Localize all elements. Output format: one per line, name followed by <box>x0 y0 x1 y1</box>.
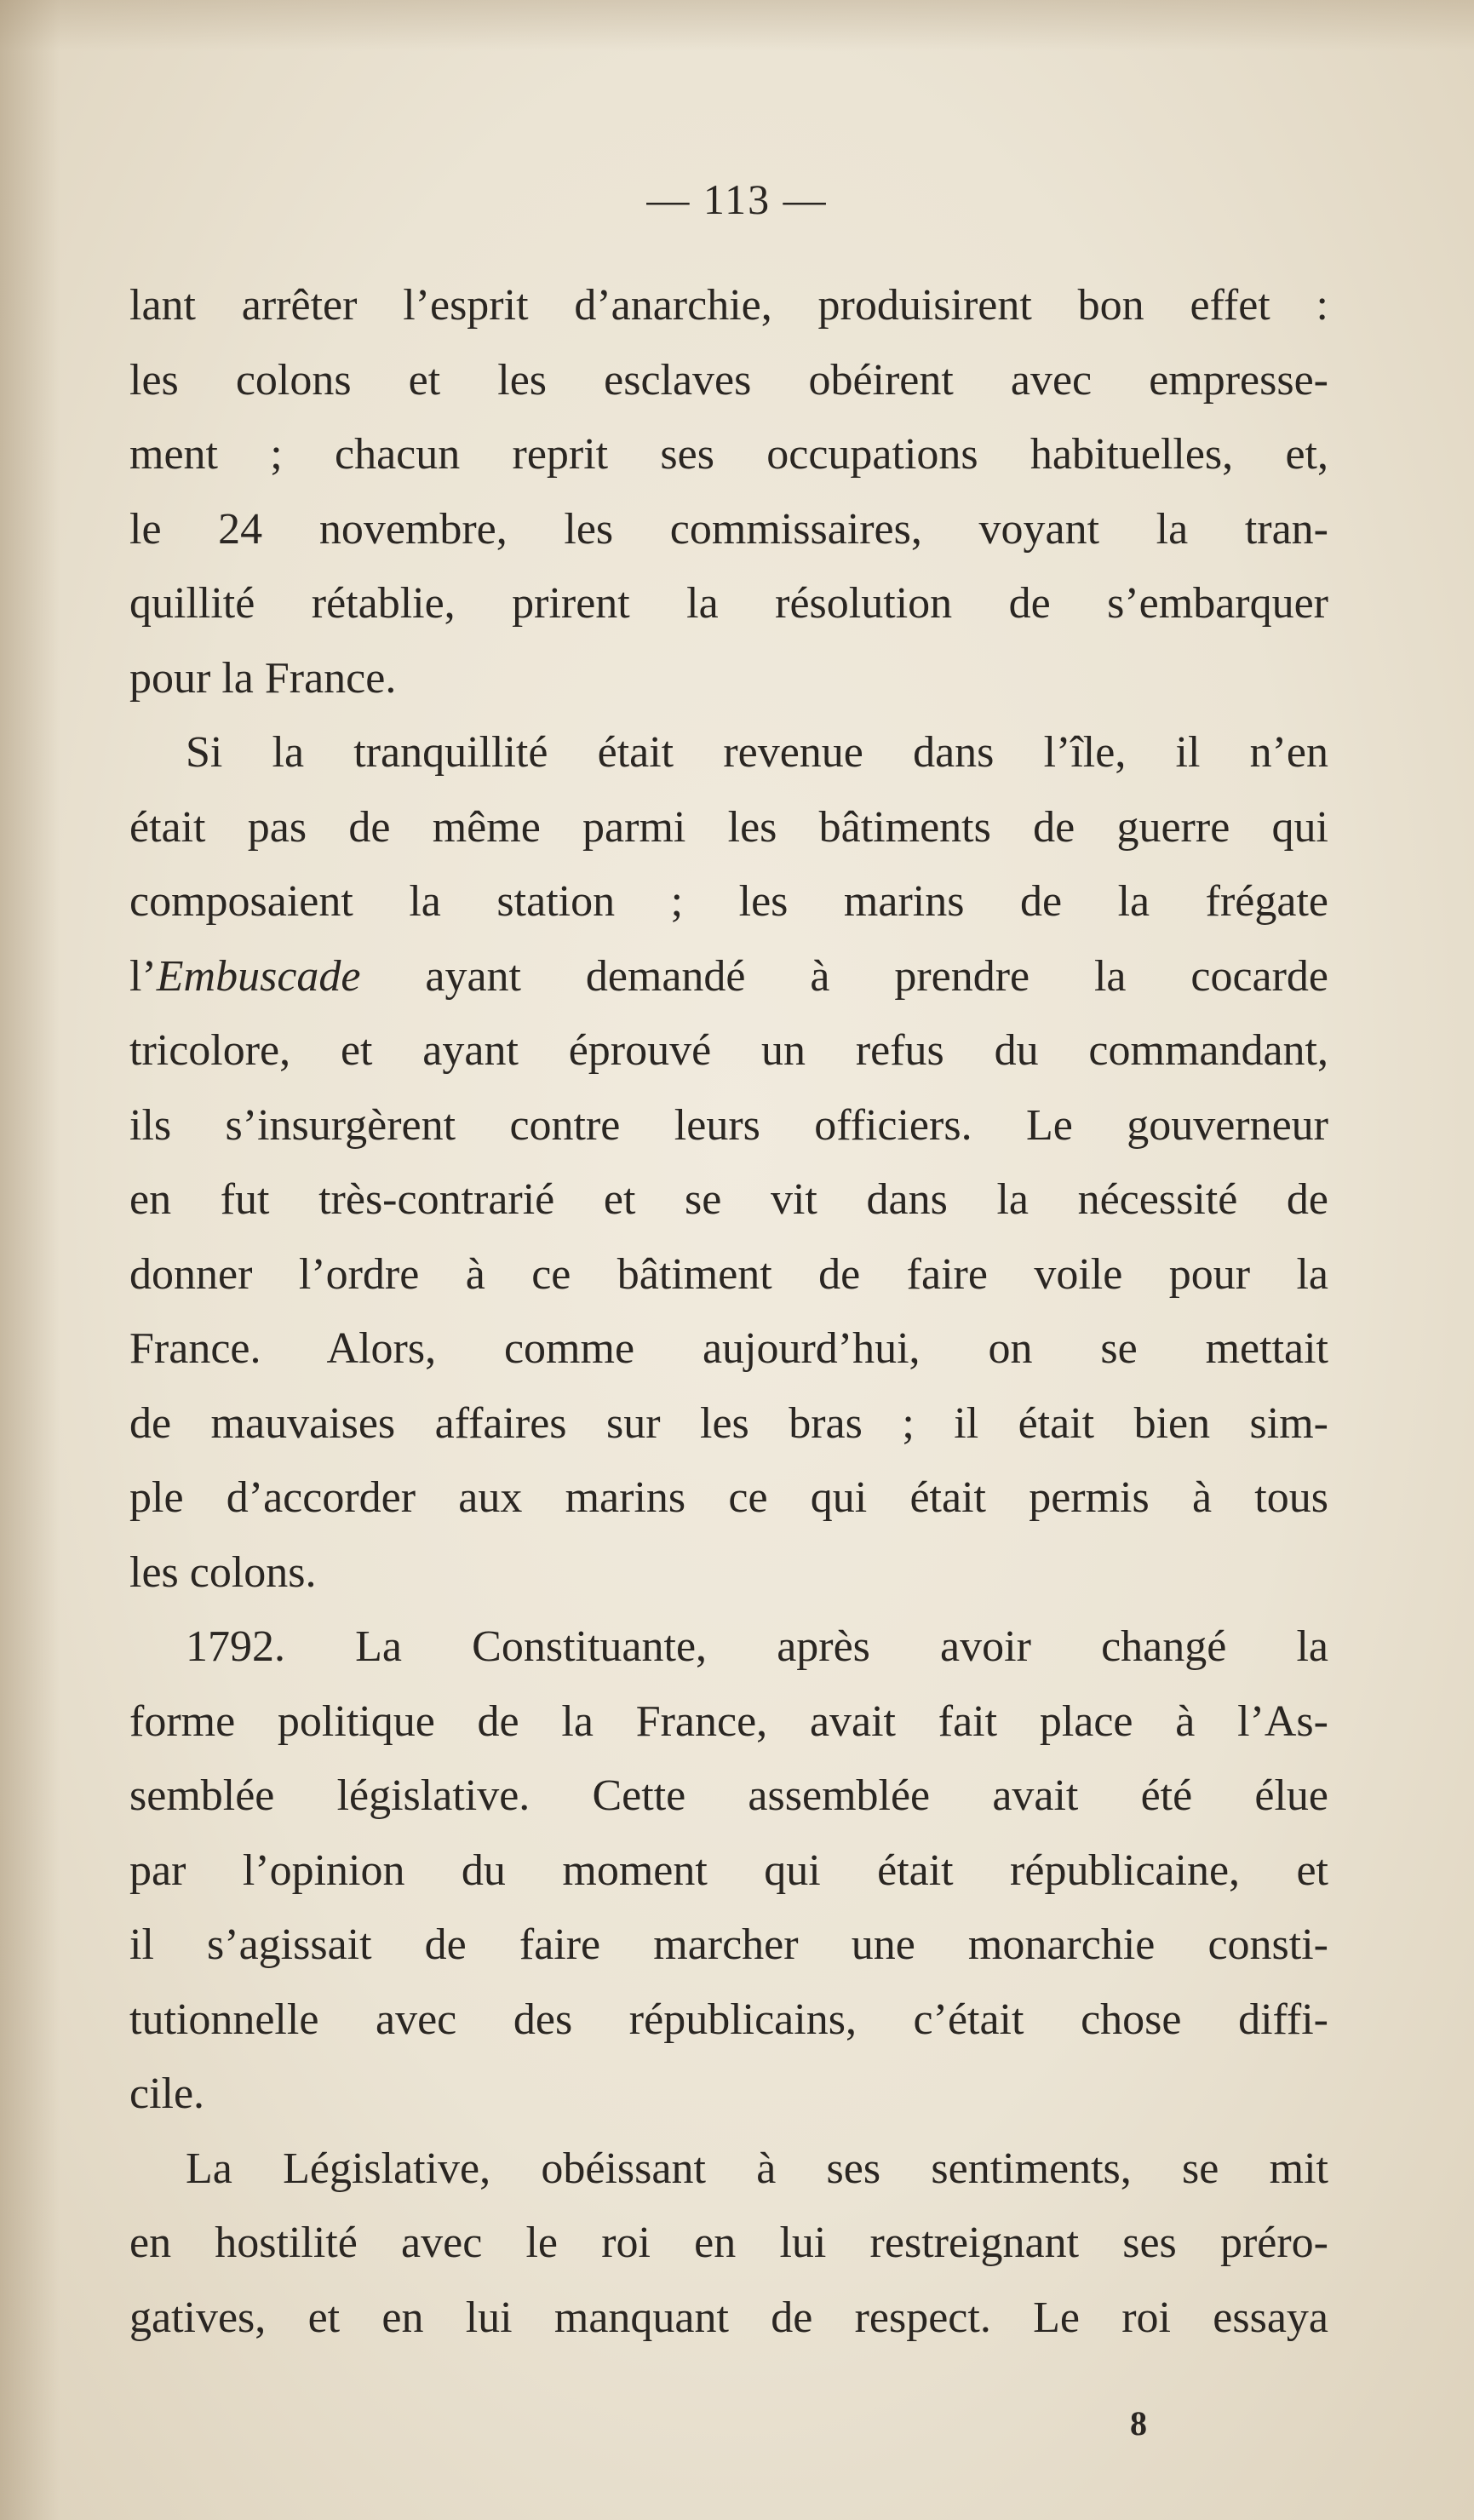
text-line-with-italic <box>129 939 1328 1014</box>
ship-name-italic: Embuscade <box>156 951 361 1001</box>
page-number: — 113 — <box>646 175 828 223</box>
text-line: par l’opinion du moment qui était républicaine, et <box>129 1846 1328 1895</box>
text-line: ils s’insurgèrent contre leurs officiers. Le gouverneur <box>129 1100 1328 1150</box>
text-line: ment ; chacun reprit ses occupations habituelles, et, <box>129 430 1328 479</box>
text-line: donner l’ordre à ce bâtiment de faire voile pour la <box>129 1249 1328 1299</box>
text-line: France. Alors, comme aujourd’hui, on se mettait <box>129 1324 1328 1373</box>
text-line: cile. <box>129 2069 205 2118</box>
text-line: était pas de même parmi les bâtiments de guerre qui <box>129 802 1328 852</box>
text-line-rest: ayant demandé à prendre la cocarde <box>425 951 1328 1001</box>
text-line: pour la France. <box>129 653 397 703</box>
text-line: de mauvaises affaires sur les bras ; il était bien sim- <box>129 1398 1328 1448</box>
text-line: il s’agissait de faire marcher une monarchie consti- <box>129 1920 1328 1969</box>
text-line: le 24 novembre, les commissaires, voyant la tran- <box>129 504 1328 554</box>
text-line: gatives, et en lui manquant de respect. Le roi essaya <box>129 2293 1328 2342</box>
text-line: ple d’accorder aux marins ce qui était permis à tous <box>129 1473 1328 1522</box>
text-line: en fut très-contrarié et se vit dans la nécessité de <box>129 1175 1328 1224</box>
text-line: forme politique de la France, avait fait place à l’As- <box>129 1696 1328 1746</box>
page-shadow-top <box>0 0 1474 51</box>
text-line: composaient la station ; les marins de la frégate <box>129 877 1328 926</box>
page-shadow-left <box>0 0 60 2520</box>
text-line: La Législative, obéissant à ses sentiments, se mit <box>186 2144 1328 2193</box>
signature-mark: 8 <box>1130 2404 1147 2443</box>
text-line: en hostilité avec le roi en lui restreignant ses préro- <box>129 2219 1328 2267</box>
body-text <box>129 268 1328 2355</box>
text-line: 1792. La Constituante, après avoir changé la <box>186 1622 1328 1671</box>
text-line: les colons. <box>129 1547 317 1597</box>
text-line: quillité rétablie, prirent la résolution de s’embarquer <box>129 579 1328 628</box>
text-line: lant arrêter l’esprit d’anarchie, produisirent bon effet : <box>129 281 1328 330</box>
text-line: semblée législative. Cette assemblée avait été élue <box>129 1771 1328 1820</box>
text-line: Si la tranquillité était revenue dans l’île, il n’en <box>186 728 1328 777</box>
text-line: tutionnelle avec des républicains, c’était chose diffi- <box>129 1995 1328 2044</box>
italic-prefix: l’ <box>129 951 157 1001</box>
text-line: tricolore, et ayant éprouvé un refus du commandant, <box>129 1026 1328 1075</box>
text-line: les colons et les esclaves obéirent avec empresse- <box>129 355 1328 405</box>
